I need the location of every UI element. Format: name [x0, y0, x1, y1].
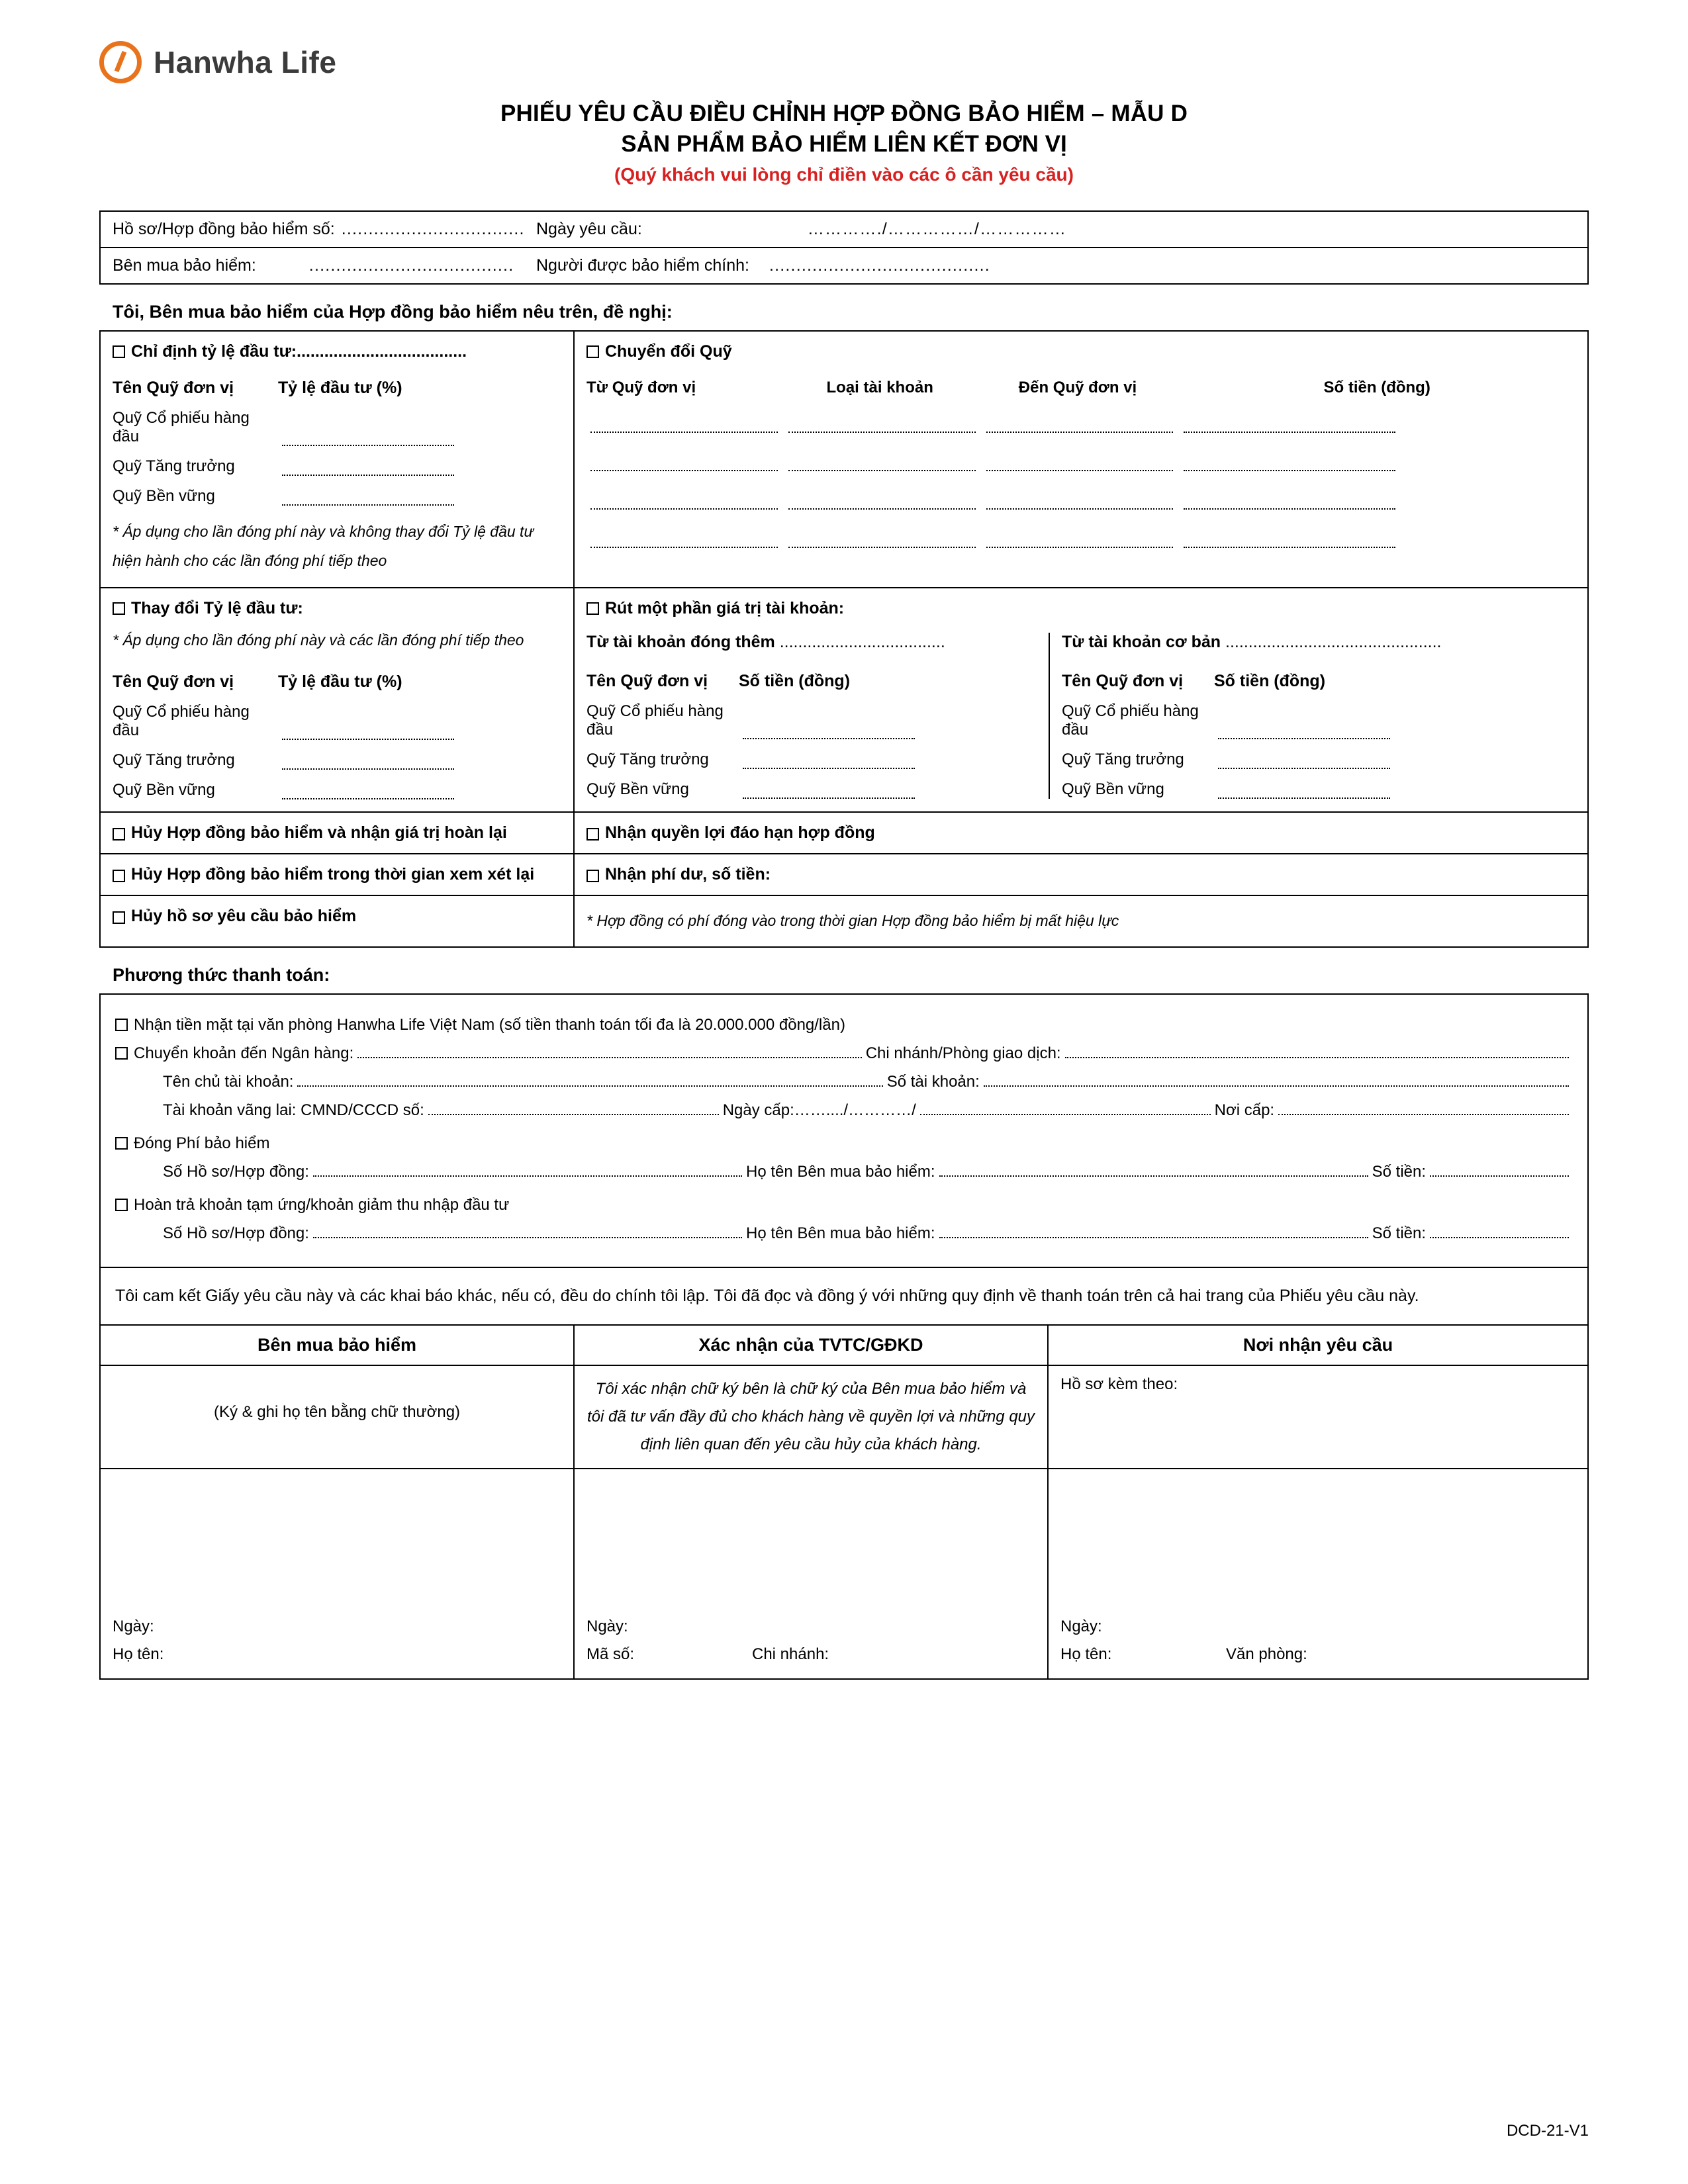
basic-account-label: Từ tài khoản cơ bản: [1062, 633, 1221, 652]
allocation-checkbox-row[interactable]: [113, 342, 561, 361]
switch-col-acct: Loại tài khoản: [826, 379, 933, 396]
amount-label: Số tiền:: [1372, 1224, 1427, 1242]
checkbox-icon[interactable]: [113, 345, 125, 358]
fund-name: Quỹ Tăng trưởng: [113, 457, 235, 475]
option-excess-premium[interactable]: [575, 854, 1587, 895]
fund-switch-section: [575, 332, 1587, 587]
withdraw-fund-row[interactable]: [1062, 780, 1575, 799]
title-block: [99, 101, 1589, 185]
holder-name-input[interactable]: [939, 1162, 1368, 1177]
amount-input[interactable]: [1430, 1224, 1569, 1238]
switch-amount-input[interactable]: [1184, 417, 1395, 433]
option-maturity[interactable]: [575, 813, 1587, 853]
lapse-note-text: * Hợp đồng có phí đóng vào trong thời gian Hợp đồng bảo hiểm bị mất hiệu lực: [586, 912, 1119, 930]
payment-premium-label: Đóng Phí bảo hiểm: [134, 1134, 270, 1152]
option-label: Hủy hồ sơ yêu cầu bảo hiểm: [131, 907, 357, 926]
sig-policyholder-area[interactable]: [101, 1469, 575, 1602]
payment-refund-option[interactable]: [115, 1196, 1573, 1214]
withdraw-amount-input[interactable]: [743, 753, 915, 769]
checkbox-icon[interactable]: [113, 870, 125, 882]
checkbox-icon[interactable]: [115, 1047, 128, 1060]
rate-change-label: Thay đổi Tỷ lệ đầu tư:: [131, 599, 303, 618]
allocation-label: Chỉ định tỷ lệ đầu tư:: [131, 342, 297, 361]
switch-to-input[interactable]: [986, 455, 1174, 471]
policy-no-input[interactable]: [313, 1224, 742, 1238]
payment-cash-option[interactable]: [115, 1016, 1573, 1034]
switch-amount-input[interactable]: [1184, 455, 1395, 471]
request-date-label: Ngày yêu cầu:: [536, 220, 642, 238]
transient-label: Tài khoản vãng lai: CMND/CCCD số:: [163, 1101, 424, 1119]
sig-date-field[interactable]: [1060, 1617, 1575, 1636]
switch-from-input[interactable]: [590, 494, 778, 510]
rate-change-checkbox-row[interactable]: [113, 599, 561, 618]
commitment-text: Tôi cam kết Giấy yêu cầu này và các khai báo khác, nếu có, đều do chính tôi lập. Tôi đã đọc và đồng ý với những quy định về thanh toán trên cả hai trang của Phiếu yêu cầu này.: [115, 1286, 1419, 1305]
rate-fund-row[interactable]: [113, 781, 561, 799]
option-freelook[interactable]: [101, 854, 575, 895]
withdraw-fund-row[interactable]: [586, 780, 1037, 799]
switch-col-amount: Số tiền (đồng): [1323, 379, 1430, 396]
allocation-col-fund: Tên Quỹ đơn vị: [113, 379, 234, 397]
fund-name: Quỹ Bền vững: [113, 487, 215, 505]
sig-office-fields: [1049, 1602, 1587, 1678]
insured-input[interactable]: .........................................: [769, 256, 990, 275]
checkbox-icon[interactable]: [586, 602, 599, 615]
holder-name-label: Họ tên Bên mua bảo hiểm:: [746, 1224, 935, 1242]
withdraw-fund-row[interactable]: [586, 702, 1037, 739]
switch-acct-input[interactable]: [788, 494, 976, 510]
rate-fund-row[interactable]: [113, 751, 561, 770]
withdraw-amount-input[interactable]: [743, 723, 915, 739]
switch-from-input[interactable]: [590, 417, 778, 433]
insured-label: Người được bảo hiểm chính:: [536, 256, 749, 275]
policy-number-input[interactable]: ..................................: [341, 220, 525, 238]
account-name-label: Tên chủ tài khoản:: [163, 1072, 294, 1091]
switch-row[interactable]: [586, 494, 1575, 510]
account-name-row[interactable]: [115, 1072, 1573, 1091]
request-date-input[interactable]: …………./……………/……………: [807, 220, 1067, 238]
sig-office-area[interactable]: [1049, 1469, 1587, 1602]
name-label: Họ tên:: [1060, 1645, 1112, 1663]
withdraw-col-fund-2: Tên Quỹ đơn vị: [1062, 672, 1184, 691]
payment-transfer-option[interactable]: [115, 1044, 1573, 1063]
policy-no-input[interactable]: [313, 1162, 742, 1177]
account-name-input[interactable]: [297, 1072, 882, 1087]
payment-cash-label: Nhận tiền mặt tại văn phòng Hanwha Life Việt Nam (số tiền thanh toán tối đa là 20.000.000 đồng/lần): [134, 1015, 845, 1034]
fund-rate-input[interactable]: [282, 754, 454, 770]
basic-account-row[interactable]: [1062, 633, 1575, 652]
payment-section: [99, 993, 1589, 1268]
fund-rate-input[interactable]: [282, 490, 454, 506]
allocation-fund-row[interactable]: [113, 457, 561, 476]
fund-name: Quỹ Bền vững: [1062, 780, 1164, 799]
form-code: DCD-21-V1: [1506, 2122, 1589, 2140]
fund-rate-input[interactable]: [282, 724, 454, 740]
sig-header-agent: Xác nhận của TVTC/GĐKD: [575, 1326, 1049, 1365]
checkbox-icon[interactable]: [113, 911, 125, 924]
header-fields-table: [99, 210, 1589, 285]
request-options-table: [99, 330, 1589, 948]
payment-transfer-label: Chuyển khoản đến Ngân hàng:: [134, 1044, 354, 1062]
fund-name: Quỹ Bền vững: [113, 781, 215, 799]
sig-name-field[interactable]: [113, 1645, 561, 1664]
withdraw-fund-row[interactable]: [1062, 751, 1575, 769]
option-label: Nhận phí dư, số tiền:: [605, 865, 771, 884]
checkbox-icon[interactable]: [586, 345, 599, 358]
sig-policyholder-note: [101, 1366, 575, 1468]
fund-name: Quỹ Bền vững: [586, 780, 689, 799]
fund-name: Quỹ Tăng trưởng: [1062, 751, 1184, 769]
fund-rate-input[interactable]: [282, 430, 454, 446]
commitment-box: [99, 1268, 1589, 1326]
page-note: (Quý khách vui lòng chỉ điền vào các ô cần yêu cầu): [614, 164, 1074, 185]
fund-name: Quỹ Cổ phiếu hàng đầu: [113, 703, 250, 740]
sig-policyholder-fields: [101, 1602, 575, 1678]
switch-acct-input[interactable]: [788, 417, 976, 433]
rate-col-fund: Tên Quỹ đơn vị: [113, 672, 234, 692]
holder-name-input[interactable]: [939, 1224, 1368, 1238]
withdraw-col-amount-2: Số tiền (đồng): [1214, 672, 1326, 691]
date-label: Ngày:: [586, 1617, 628, 1635]
transient-account-row[interactable]: [115, 1101, 1573, 1120]
branch-label: Chi nhánh/Phòng giao dịch:: [865, 1044, 1061, 1062]
withdraw-col-fund: Tên Quỹ đơn vị: [586, 672, 708, 691]
amount-label: Số tiền:: [1372, 1162, 1427, 1181]
option-label: Hủy Hợp đồng bảo hiểm và nhận giá trị hoàn lại: [131, 823, 507, 842]
fund-name: Quỹ Cổ phiếu hàng đầu: [586, 702, 724, 739]
withdraw-amount-input[interactable]: [1218, 753, 1390, 769]
checkbox-icon[interactable]: [115, 1137, 128, 1150]
issue-date-input-2[interactable]: [920, 1101, 1211, 1115]
switch-to-input[interactable]: [986, 532, 1174, 548]
holder-name-label: Họ tên Bên mua bảo hiểm:: [746, 1162, 935, 1181]
switch-amount-input[interactable]: [1184, 494, 1395, 510]
issue-place-label: Nơi cấp:: [1214, 1101, 1275, 1119]
attachments-label[interactable]: Hồ sơ kèm theo:: [1060, 1375, 1178, 1393]
fund-name: Quỹ Tăng trưởng: [113, 751, 235, 770]
refund-detail-row[interactable]: [115, 1224, 1573, 1243]
brand-name: Hanwha Life: [154, 45, 337, 79]
option-cancel-application[interactable]: [101, 896, 575, 946]
fund-rate-input[interactable]: [282, 784, 454, 799]
sig-code-branch-field[interactable]: [586, 1645, 1035, 1664]
lapse-note: [575, 896, 1587, 946]
allocation-section: [101, 332, 575, 587]
sig-policyholder-subtext: (Ký & ghi họ tên bằng chữ thường): [213, 1402, 461, 1421]
withdraw-amount-input[interactable]: [743, 783, 915, 799]
withdraw-amount-input[interactable]: [1218, 783, 1390, 799]
account-no-input[interactable]: [984, 1072, 1569, 1087]
policyholder-field[interactable]: [101, 248, 524, 283]
policy-number-field[interactable]: [101, 212, 524, 247]
office-label: Văn phòng:: [1226, 1645, 1307, 1663]
date-label: Ngày:: [113, 1617, 154, 1635]
premium-detail-row[interactable]: [115, 1162, 1573, 1181]
rate-fund-row[interactable]: [113, 703, 561, 740]
policy-no-label: Số Hồ sơ/Hợp đồng:: [163, 1224, 309, 1242]
sig-agent-area[interactable]: [575, 1469, 1049, 1602]
sig-date-field[interactable]: [113, 1617, 561, 1636]
allocation-fund-row[interactable]: [113, 487, 561, 506]
switch-row[interactable]: [586, 455, 1575, 471]
hanwha-logo-icon: [99, 41, 142, 83]
policyholder-label: Bên mua bảo hiểm:: [113, 256, 256, 275]
id-number-input[interactable]: [428, 1101, 719, 1115]
switch-to-input[interactable]: [986, 494, 1174, 510]
payment-premium-option[interactable]: [115, 1134, 1573, 1153]
page-title: PHIẾU YÊU CẦU ĐIỀU CHỈNH HỢP ĐỒNG BẢO HIỂM – MẪU D: [500, 101, 1188, 126]
basic-account-input[interactable]: ...............................................: [1225, 633, 1442, 652]
issue-date-label: Ngày cấp:: [722, 1101, 794, 1119]
rate-change-note: * Áp dụng cho lần đóng phí này và các lần đóng phí tiếp theo: [113, 631, 524, 649]
switch-from-input[interactable]: [590, 455, 778, 471]
withdraw-col-amount: Số tiền (đồng): [739, 672, 851, 691]
branch-input[interactable]: [1065, 1044, 1569, 1058]
account-no-label: Số tài khoản:: [886, 1072, 980, 1091]
intro-text: Tôi, Bên mua bảo hiểm của Hợp đồng bảo hiểm nêu trên, đề nghị:: [113, 302, 673, 322]
bank-name-input[interactable]: [357, 1044, 861, 1058]
switch-acct-input[interactable]: [788, 532, 976, 548]
fund-name: Quỹ Cổ phiếu hàng đầu: [1062, 702, 1199, 739]
fund-name: Quỹ Cổ phiếu hàng đầu: [113, 409, 250, 445]
basic-account-block: [1049, 633, 1587, 799]
sig-name-office-field[interactable]: [1060, 1645, 1575, 1664]
checkbox-icon[interactable]: [586, 828, 599, 841]
switch-row[interactable]: [586, 532, 1575, 548]
issue-date-input[interactable]: ……..../…………/: [794, 1101, 916, 1119]
withdraw-fund-row[interactable]: [1062, 702, 1575, 739]
allocation-note: * Áp dụng cho lần đóng phí này và không thay đổi Tỷ lệ đầu tư hiện hành cho các lần đóng phí tiếp theo: [113, 523, 534, 569]
fund-name: Quỹ Tăng trưởng: [586, 751, 709, 769]
sig-header-policyholder: Bên mua bảo hiểm: [101, 1326, 575, 1365]
topup-account-block: [575, 633, 1049, 799]
brand-header: [99, 30, 1589, 94]
allocation-input[interactable]: .....................................: [297, 342, 467, 361]
topup-account-row[interactable]: [586, 633, 1037, 652]
issue-place-input[interactable]: [1278, 1101, 1569, 1115]
amount-input[interactable]: [1430, 1162, 1569, 1177]
switch-row[interactable]: [586, 417, 1575, 433]
partial-withdraw-section: [575, 588, 1587, 811]
insured-field[interactable]: [524, 248, 1587, 283]
rate-col-rate: Tỷ lệ đầu tư (%): [278, 672, 402, 692]
partial-withdraw-label: Rút một phần giá trị tài khoản:: [605, 599, 845, 618]
switch-amount-input[interactable]: [1184, 532, 1395, 548]
checkbox-icon[interactable]: [586, 870, 599, 882]
sig-agent-fields: [575, 1602, 1049, 1678]
request-date-field[interactable]: [524, 212, 1587, 247]
option-label: Hủy Hợp đồng bảo hiểm trong thời gian xem xét lại: [131, 865, 535, 884]
branch-label: Chi nhánh:: [752, 1645, 829, 1663]
payment-refund-label: Hoàn trả khoản tạm ứng/khoản giảm thu nhập đầu tư: [134, 1195, 510, 1214]
sig-date-field[interactable]: [586, 1617, 1035, 1636]
checkbox-icon[interactable]: [113, 602, 125, 615]
checkbox-icon[interactable]: [113, 828, 125, 841]
checkbox-icon[interactable]: [115, 1019, 128, 1031]
rate-change-section: [101, 588, 575, 811]
fund-rate-input[interactable]: [282, 460, 454, 476]
sig-office-note: [1049, 1366, 1587, 1468]
withdraw-fund-row[interactable]: [586, 751, 1037, 769]
switch-rows: [586, 417, 1575, 548]
switch-col-from: Từ Quỹ đơn vị: [586, 379, 696, 396]
payment-title: Phương thức thanh toán:: [113, 964, 330, 985]
switch-col-to: Đến Quỹ đơn vị: [1018, 379, 1137, 396]
option-label: Nhận quyền lợi đáo hạn hợp đồng: [605, 823, 875, 842]
date-label: Ngày:: [1060, 1617, 1102, 1635]
checkbox-icon[interactable]: [115, 1199, 128, 1211]
switch-acct-input[interactable]: [788, 455, 976, 471]
policyholder-input[interactable]: ......................................: [308, 256, 514, 275]
allocation-fund-row[interactable]: [113, 409, 561, 446]
allocation-col-rate: Tỷ lệ đầu tư (%): [278, 379, 402, 397]
name-label: Họ tên:: [113, 1645, 164, 1663]
sig-agent-note: [575, 1366, 1049, 1468]
sig-header-office: Nơi nhận yêu cầu: [1243, 1334, 1393, 1355]
sig-agent-subtext: Tôi xác nhận chữ ký bên là chữ ký của Bên mua bảo hiểm và tôi đã tư vấn đầy đủ cho khách hàng về quyền lợi và những quy định liên quan đến yêu cầu hủy của khách hàng.: [586, 1379, 1035, 1453]
topup-account-input[interactable]: ....................................: [779, 633, 945, 652]
option-surrender[interactable]: [101, 813, 575, 853]
fund-switch-checkbox-row[interactable]: [586, 342, 1575, 361]
partial-withdraw-checkbox-row[interactable]: [575, 599, 1587, 618]
page-subtitle: SẢN PHẨM BẢO HIỂM LIÊN KẾT ĐƠN VỊ: [621, 131, 1067, 157]
policy-no-label: Số Hồ sơ/Hợp đồng:: [163, 1162, 309, 1181]
code-label: Mã số:: [586, 1645, 635, 1663]
signature-table: [99, 1326, 1589, 1680]
policy-number-label: Hồ sơ/Hợp đồng bảo hiểm số:: [113, 220, 335, 238]
switch-to-input[interactable]: [986, 417, 1174, 433]
fund-switch-label: Chuyển đổi Quỹ: [605, 342, 732, 361]
switch-from-input[interactable]: [590, 532, 778, 548]
topup-account-label: Từ tài khoản đóng thêm: [586, 633, 775, 652]
withdraw-amount-input[interactable]: [1218, 723, 1390, 739]
